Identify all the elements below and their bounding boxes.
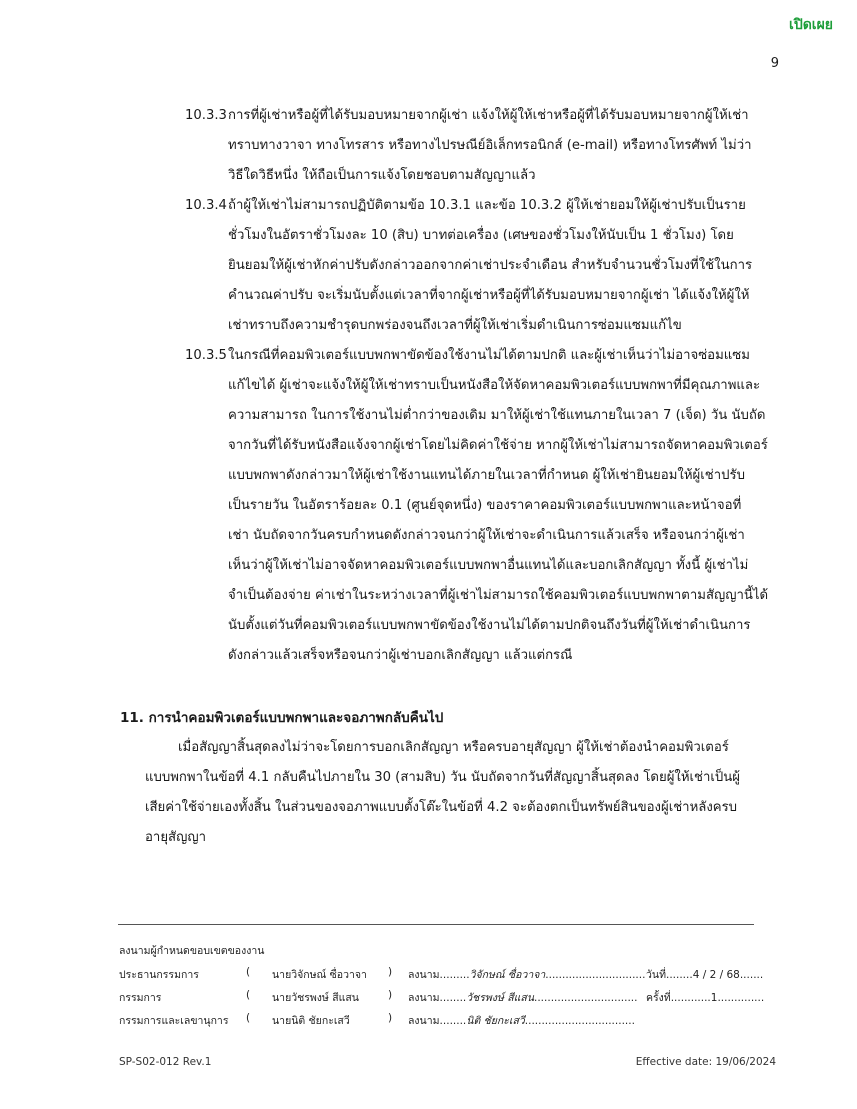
doc-code: SP-S02-012 Rev.1 <box>119 1056 212 1068</box>
sig-open-paren: ( <box>246 1012 251 1024</box>
sig-name: นายวัชรพงษ์ สีแสน <box>272 992 359 1004</box>
clause-line: ยินยอมให้ผู้เช่าหักค่าปรับดังกล่าวออกจากค่าเช่าประจำเดือน สำหรับจำนวนชั่วโมงที่ใช้ในการ <box>228 258 753 273</box>
clause-line: เป็นรายวัน ในอัตราร้อยละ 0.1 (ศูนย์จุดหนึ่ง) ของราคาคอมพิวเตอร์แบบพกพาและหน้าจอที่ <box>228 498 742 513</box>
clause-line: เช่าทราบถึงความชำรุดบกพร่องจนถึงเวลาที่ผู้ให้เช่าเริ่มดำเนินการซ่อมแซมแก้ไข <box>228 318 682 333</box>
paragraph-line: เสียค่าใช้จ่ายเองทั้งสิ้น ในส่วนของจอภาพแบบตั้งโต๊ะในข้อที่ 4.2 จะต้องตกเป็นทรัพย์สินของผู้เช่าหลังครบ <box>145 800 738 815</box>
clause-line: ดังกล่าวแล้วเสร็จหรือจนกว่าผู้เช่าบอกเลิกสัญญา แล้วแต่กรณี <box>228 648 573 663</box>
clause-line: คำนวณค่าปรับ จะเริ่มนับตั้งแต่เวลาที่จากผู้เช่าหรือผู้ที่ได้รับมอบหมายจากผู้เช่า ได้แจ้งให้ผู้ให้ <box>228 288 750 303</box>
sig-signature: ลงนาม........นิติ ชัยกะเสวี................................. <box>408 1015 635 1027</box>
clause-10-3-4 <box>185 191 780 341</box>
clause-line: วิธีใดวิธีหนึ่ง ให้ถือเป็นการแจ้งโดยชอบตามสัญญาแล้ว <box>228 168 536 183</box>
paragraph-line: แบบพกพาในข้อที่ 4.1 กลับคืนไปภายใน 30 (สามสิบ) วัน นับถัดจากวันที่สัญญาสิ้นสุดลง โดยผู้ให้เช่าเป็นผู้ <box>145 770 741 785</box>
paragraph-line: อายุสัญญา <box>145 830 206 845</box>
signature-divider <box>118 924 754 925</box>
clause-line: ในกรณีที่คอมพิวเตอร์แบบพกพาขัดข้องใช้งานไม่ได้ตามปกติ และผู้เช่าเห็นว่าไม่อาจซ่อมแซม <box>228 348 750 363</box>
clause-line: เห็นว่าผู้ให้เช่าไม่อาจจัดหาคอมพิวเตอร์แบบพกพาอื่นแทนได้และบอกเลิกสัญญา ทั้งนี้ ผู้เช่าไม่ <box>228 558 749 573</box>
sig-open-paren: ( <box>246 989 251 1001</box>
sig-date: วันที่........4 / 2 / 68....... <box>646 969 764 981</box>
clause-line: จากวันที่ได้รับหนังสือแจ้งจากผู้เช่าโดยไม่คิดค่าใช้จ่าย หากผู้ให้เช่าไม่สามารถจัดหาคอมพิวเตอร์ <box>228 438 768 453</box>
section-11-heading: 11. การนำคอมพิวเตอร์แบบพกพาและจอภาพกลับคืนไป <box>120 710 444 726</box>
classification-label: เปิดเผย <box>789 17 833 33</box>
clause-number: 10.3.3 <box>185 108 227 123</box>
clause-line: แบบพกพาดังกล่าวมาให้ผู้เช่าใช้งานแทนได้ภายในเวลาที่กำหนด ผู้ให้เช่ายินยอมให้ผู้เช่าปรับ <box>228 468 745 483</box>
clause-line: นับตั้งแต่วันที่คอมพิวเตอร์แบบพกพาขัดข้องใช้งานไม่ได้ตามปกติจนถึงวันที่ผู้ให้เช่าดำเนินการ <box>228 618 751 633</box>
paragraph-line: เมื่อสัญญาสิ้นสุดลงไม่ว่าจะโดยการบอกเลิกสัญญา หรือครบอายุสัญญา ผู้ให้เช่าต้องนำคอมพิวเตอร์ <box>178 740 729 755</box>
sig-close-paren: ) <box>388 989 393 1001</box>
sig-meeting-no: ครั้งที่............1.............. <box>646 992 765 1004</box>
clause-line: จำเป็นต้องจ่าย ค่าเช่าในระหว่างเวลาที่ผู้เช่าไม่สามารถใช้คอมพิวเตอร์แบบพกพาตามสัญญานี้ได้ <box>228 588 769 603</box>
sig-name: นายนิติ ชัยกะเสวี <box>272 1015 350 1027</box>
sig-signature: ลงนาม.........วิจักษณ์ ซื่อวาจา.............................. <box>408 969 646 981</box>
clause-number: 10.3.4 <box>185 198 227 213</box>
sig-name: นายวิจักษณ์ ซื่อวาจา <box>272 969 367 981</box>
effective-date: Effective date: 19/06/2024 <box>635 1056 776 1068</box>
sig-signature: ลงนาม........วัชรพงษ์ สีแสน............................... <box>408 992 638 1004</box>
signature-title: ลงนามผู้กำหนดขอบเขตของงาน <box>119 945 265 957</box>
sig-open-paren: ( <box>246 966 251 978</box>
page-number: 9 <box>770 56 779 71</box>
clause-line: แก้ไขได้ ผู้เช่าจะแจ้งให้ผู้ให้เช่าทราบเป็นหนังสือให้จัดหาคอมพิวเตอร์แบบพกพาที่มีคุณภาพและ <box>228 378 761 393</box>
sig-role: ประธานกรรมการ <box>119 969 199 981</box>
sig-close-paren: ) <box>388 966 393 978</box>
clause-line: เช่า นับถัดจากวันครบกำหนดดังกล่าวจนกว่าผู้ให้เช่าจะดำเนินการแล้วเสร็จ หรือจนกว่าผู้เช่า <box>228 528 745 543</box>
clause-line: ทราบทางวาจา ทางโทรสาร หรือทางไปรษณีย์อิเล็กทรอนิกส์ (e-mail) หรือทางโทรศัพท์ ไม่ว่า <box>228 138 752 153</box>
sig-role: กรรมการ <box>119 992 162 1004</box>
clause-line: ความสามารถ ในการใช้งานไม่ต่ำกว่าของเดิม มาให้ผู้เช่าใช้แทนภายในเวลา 7 (เจ็ด) วัน นับถัด <box>228 408 766 423</box>
sig-close-paren: ) <box>388 1012 393 1024</box>
clause-line: การที่ผู้เช่าหรือผู้ที่ได้รับมอบหมายจากผู้เช่า แจ้งให้ผู้ให้เช่าหรือผู้ที่ได้รับมอบหมายจากผู้ให้เช่า <box>228 108 749 123</box>
clause-line: ถ้าผู้ให้เช่าไม่สามารถปฏิบัติตามข้อ 10.3.1 และข้อ 10.3.2 ผู้ให้เช่ายอมให้ผู้เช่าปรับเป็นราย <box>228 198 746 213</box>
clause-10-3-3 <box>185 101 780 191</box>
clause-line: ชั่วโมงในอัตราชั่วโมงละ 10 (สิบ) บาทต่อเครื่อง (เศษของชั่วโมงให้นับเป็น 1 ชั่วโมง) โดย <box>228 228 734 243</box>
section-11-paragraph <box>145 733 780 853</box>
clause-number: 10.3.5 <box>185 348 227 363</box>
sig-role: กรรมการและเลขานุการ <box>119 1015 229 1027</box>
clause-10-3-5 <box>185 341 780 671</box>
